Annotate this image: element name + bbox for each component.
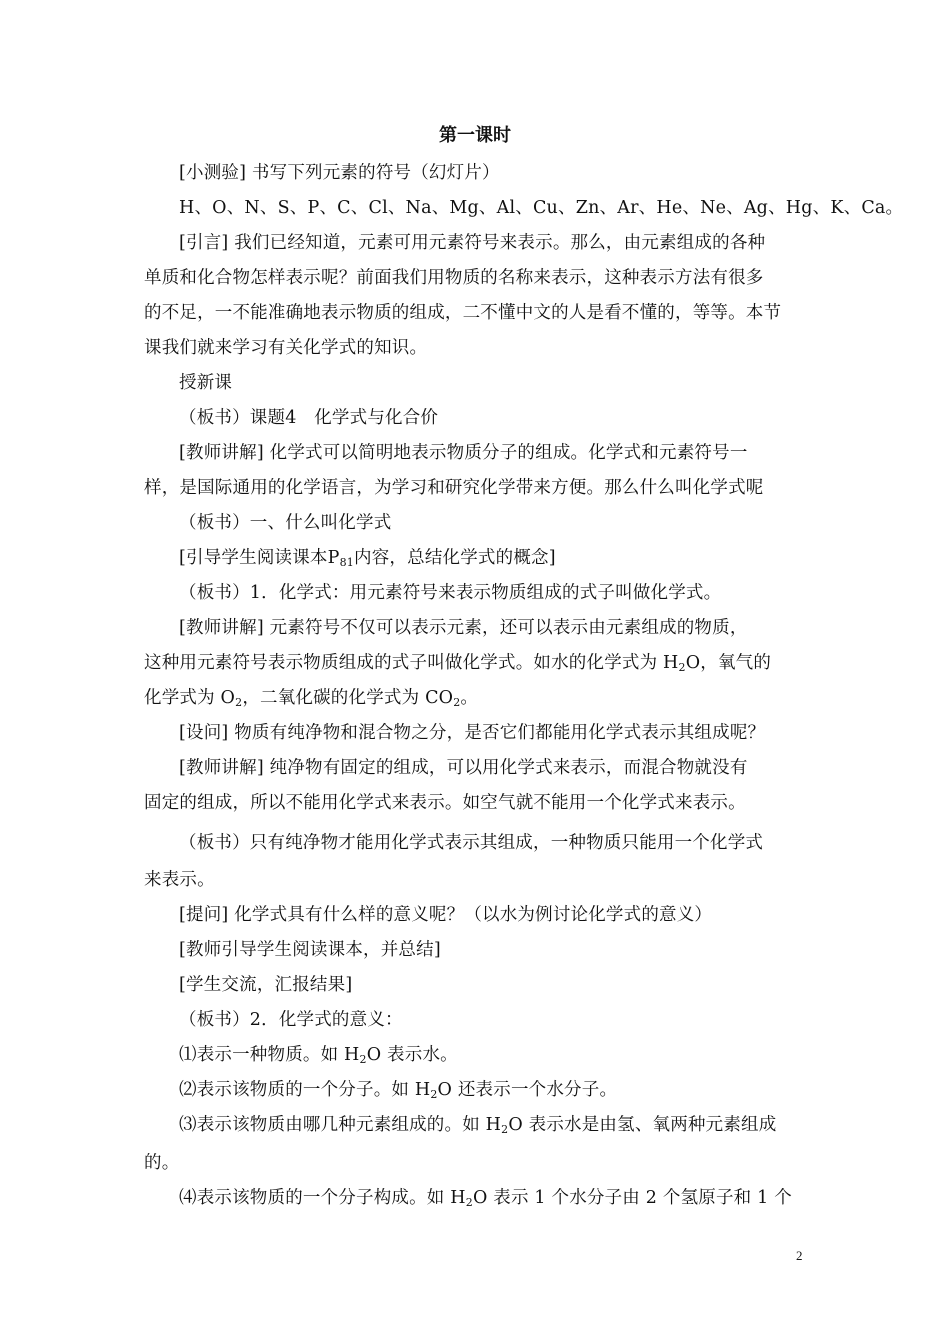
text-line: H、O、N、S、P、C、Cl、Na、Mg、Al、Cu、Zn、Ar、He、Ne、Ag、Hg、K、Ca。 (179, 198, 904, 218)
page-number: 2 (796, 1248, 803, 1263)
text-line: [学生交流，汇报结果] (179, 975, 353, 995)
text-line: [教师引导学生阅读课本，并总结] (179, 940, 441, 960)
text-line: 这种用元素符号表示物质组成的式子叫做化学式。如水的化学式为 $H_2O$，氧气的 (144, 653, 772, 674)
text-line: ⑴表示一种物质。如 $H_2O$ 表示水。 (179, 1045, 458, 1066)
text-line: 单质和化合物怎样表示呢？前面我们用物质的名称来表示，这种表示方法有很多 (144, 268, 764, 288)
text-line: （板书）课题4 化学式与化合价 (179, 408, 439, 428)
text-line: （板书）2．化学式的意义： (179, 1010, 403, 1030)
text-line: [教师讲解] 纯净物有固定的组成，可以用化学式来表示，而混合物就没有 (179, 758, 748, 778)
text-line: [设问] 物质有纯净物和混合物之分，是否它们都能用化学式表示其组成呢？ (179, 723, 766, 743)
text-line: 样，是国际通用的化学语言，为学习和研究化学带来方便。那么什么叫化学式呢 (144, 478, 764, 498)
text-line: [教师讲解] 元素符号不仅可以表示元素，还可以表示由元素组成的物质， (179, 618, 748, 638)
text-line: [引导学生阅读课本$P_{81}$内容，总结化学式的概念] (179, 548, 556, 569)
text-line: 课我们就来学习有关化学式的知识。 (144, 338, 428, 358)
text-line: ⑷表示该物质的一个分子构成。如 $H_2O$ 表示 1 个水分子由 2 个氢原子和 1 个 (179, 1188, 792, 1209)
text-line: ⑶表示该物质由哪几种元素组成的。如 $H_2O$ 表示水是由氢、氧两种元素组成 (179, 1115, 777, 1136)
page-title: 第一课时 (439, 125, 511, 146)
text-line: 来表示。 (144, 870, 215, 890)
text-line: 固定的组成，所以不能用化学式来表示。如空气就不能用一个化学式来表示。 (144, 793, 746, 813)
text-line: 的不足，一不能准确地表示物质的组成，二不懂中文的人是看不懂的，等等。本节 (144, 303, 782, 323)
text-line: [引言] 我们已经知道，元素可用元素符号来表示。那么，由元素组成的各种 (179, 233, 766, 253)
text-line: [小测验] 书写下列元素的符号（幻灯片） (179, 163, 500, 183)
text-line: 化学式为 $O_2$，二氧化碳的化学式为 $CO_2$。 (144, 688, 479, 709)
text-line: （板书）一、什么叫化学式 (179, 513, 392, 533)
text-line: ⑵表示该物质的一个分子。如 $H_2O$ 还表示一个水分子。 (179, 1080, 618, 1101)
text-line: 的。 (144, 1153, 180, 1173)
text-line: [提问] 化学式具有什么样的意义呢？（以水为例讨论化学式的意义） (179, 905, 713, 925)
text-line: 授新课 (179, 373, 233, 393)
text-line: （板书）只有纯净物才能用化学式表示其组成，一种物质只能用一个化学式 (179, 833, 764, 853)
text-line: （板书）1．化学式：用元素符号来表示物质组成的式子叫做化学式。 (179, 583, 722, 603)
text-line: [教师讲解] 化学式可以简明地表示物质分子的组成。化学式和元素符号一 (179, 443, 748, 463)
